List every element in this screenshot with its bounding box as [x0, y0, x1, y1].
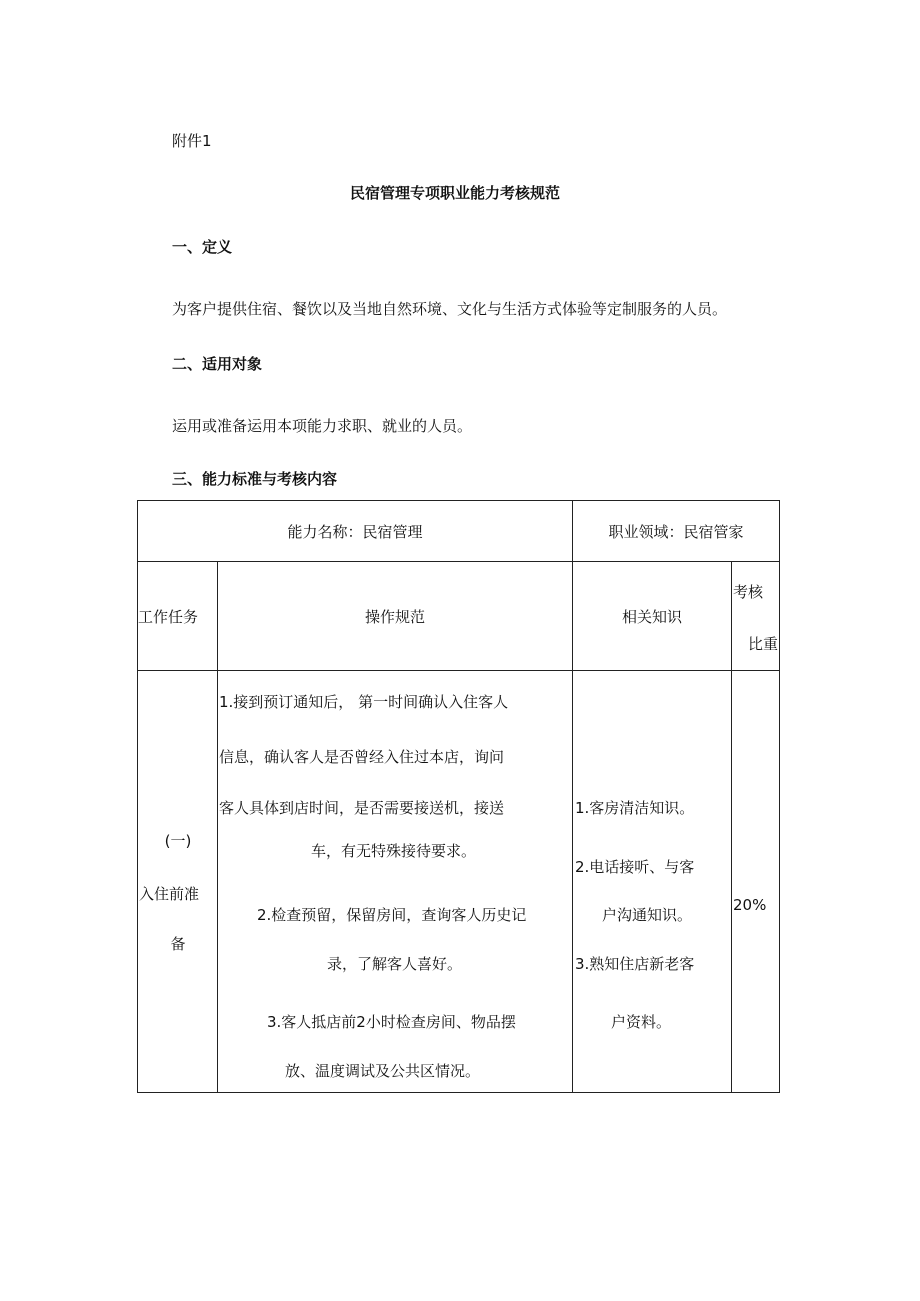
table-column-divider — [217, 561, 218, 1092]
operation-line: 录，了解客人喜好。 — [327, 955, 463, 973]
table-row-divider — [138, 670, 779, 671]
knowledge-line: 1.客房清洁知识。 — [575, 799, 695, 817]
weight-value: 20% — [733, 896, 767, 914]
attachment-label: 附件1 — [172, 132, 212, 150]
header-knowledge: 相关知识 — [621, 608, 683, 626]
table-column-divider — [572, 501, 573, 1092]
section-1-body: 为客户提供住宿、餐饮以及当地自然环境、文化与生活方式体验等定制服务的人员。 — [172, 300, 728, 318]
operation-line: 1.接到预订通知后， 第一时间确认入住客人 — [219, 693, 509, 711]
task-number: (一) — [164, 832, 192, 850]
table-column-divider — [731, 561, 732, 1092]
ability-name-cell: 能力名称：民宿管理 — [287, 523, 423, 541]
knowledge-line: 2.电话接听、与客 — [575, 858, 695, 876]
header-weight-line1: 考核 — [733, 583, 764, 601]
header-task: 工作任务 — [138, 608, 199, 626]
section-3-heading: 三、能力标准与考核内容 — [172, 470, 338, 488]
document-title: 民宿管理专项职业能力考核规范 — [350, 184, 561, 202]
knowledge-line: 户资料。 — [611, 1013, 672, 1031]
operation-line: 信息，确认客人是否曾经入住过本店，询问 — [219, 748, 505, 766]
knowledge-line: 户沟通知识。 — [602, 906, 693, 924]
operation-line: 放、温度调试及公共区情况。 — [285, 1062, 481, 1080]
section-2-heading: 二、适用对象 — [172, 355, 263, 373]
operation-line: 车，有无特殊接待要求。 — [311, 842, 477, 860]
section-1-heading: 一、定义 — [172, 238, 233, 256]
section-2-body: 运用或准备运用本项能力求职、就业的人员。 — [172, 417, 473, 435]
task-name-line1: 入住前准 — [139, 885, 200, 903]
header-operation: 操作规范 — [364, 608, 426, 626]
operation-line: 3.客人抵店前2小时检查房间、物品摆 — [267, 1013, 516, 1031]
task-name-line2: 备 — [170, 935, 186, 953]
career-field-cell: 职业领域：民宿管家 — [608, 523, 744, 541]
header-weight-line2: 比重 — [748, 635, 779, 653]
operation-line: 客人具体到店时间，是否需要接送机，接送 — [219, 799, 505, 817]
ability-standard-table — [137, 500, 780, 1093]
operation-line: 2.检查预留，保留房间，查询客人历史记 — [257, 906, 527, 924]
table-row-divider — [138, 561, 779, 562]
knowledge-line: 3.熟知住店新老客 — [575, 955, 695, 973]
